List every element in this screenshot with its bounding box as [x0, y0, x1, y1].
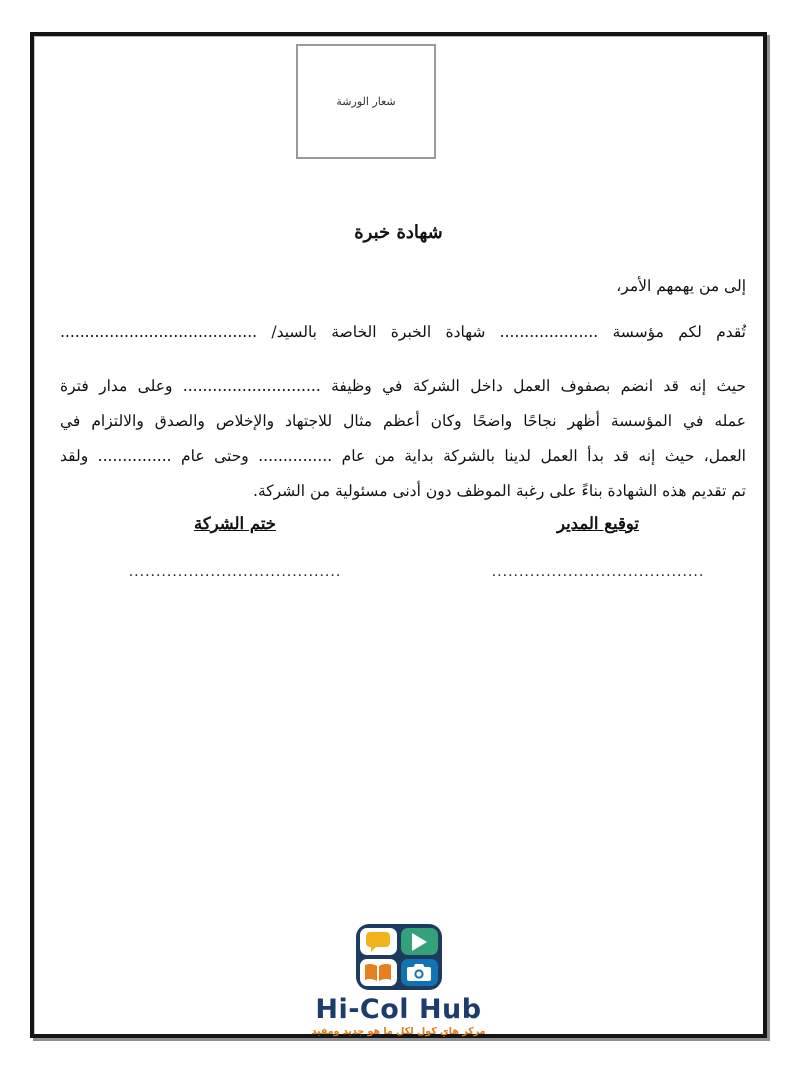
company-stamp-label: ختم الشركة — [193, 514, 277, 533]
camera-icon — [401, 959, 438, 986]
body-line: العمل، حيث إنه قد بدأ العمل لدينا بالشركة بداية من عام ............... وحتى عام ............... ولقد — [60, 447, 746, 465]
signature-dots-row — [60, 564, 746, 580]
document-page-frame — [30, 32, 767, 1038]
body-paragraph — [60, 369, 746, 509]
hi-col-hub-tagline: مركز هاي كول لكل ما هو جديد ومفيد — [311, 1026, 486, 1037]
open-book-icon — [360, 959, 397, 986]
speech-bubble-icon — [360, 928, 397, 955]
hi-col-hub-logo-block — [34, 924, 763, 1037]
manager-signature-label: توقيع المدير — [556, 514, 640, 533]
manager-signature-dotted-line: ....................................... — [491, 564, 705, 580]
workshop-logo-placeholder-label: شعار الورشة — [336, 95, 396, 108]
company-stamp-column — [105, 514, 365, 533]
play-icon — [401, 928, 438, 955]
hi-col-hub-wordmark: Hi-Col Hub — [315, 994, 482, 1025]
signature-row — [60, 514, 746, 533]
hi-col-hub-app-grid-icon — [356, 924, 442, 990]
company-stamp-dotted-line: ....................................... — [128, 564, 342, 580]
body-line: حيث إنه قد انضم بصفوف العمل داخل الشركة في وظيفة ............................ وعلى مدار فترة — [60, 377, 746, 395]
body-line: عمله في المؤسسة أظهر نجاحًا واضحًا وكان أعظم مثال للاجتهاد والإخلاص والصدق والالتزام في — [60, 412, 746, 430]
certificate-title: شهادة خبرة — [354, 222, 443, 243]
body-line: تم تقديم هذه الشهادة بناءً على رغبة الموظف دون أدنى مسئولية من الشركة. — [253, 482, 746, 500]
manager-signature-column — [468, 514, 728, 533]
intro-line-with-blanks: تُقدم لكم مؤسسة .................... شهادة الخبرة الخاصة بالسيد/ ........................................ — [60, 323, 746, 341]
workshop-logo-placeholder-box — [296, 44, 436, 159]
salutation-line: إلى من يهمهم الأمر، — [616, 277, 746, 295]
